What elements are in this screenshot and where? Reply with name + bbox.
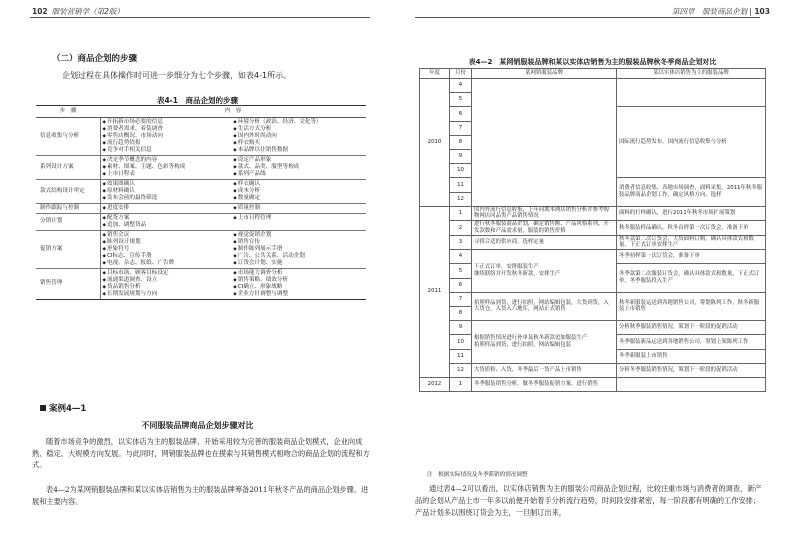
list-item: ◆ 形象符号: [103, 246, 234, 253]
online-brand-cell: 大货质检、入货、冬季最后一货产品上市销售: [472, 363, 617, 377]
table2-header-online: 某网销服装品牌: [472, 69, 617, 79]
month-cell: 8: [450, 135, 472, 149]
step-content: [100, 230, 366, 268]
table-row: [420, 221, 766, 236]
table1-caption: 表4-1 商品企划的步骤: [156, 96, 239, 105]
table-row: [420, 377, 766, 391]
table-row: [420, 206, 766, 221]
content-list: [103, 232, 234, 267]
retail-brand-cell: 冬季服装新品运送到各地销售公司，筹划上架陈列工作: [617, 335, 766, 349]
header-rule: [30, 17, 370, 18]
online-brand-cell: 下正式订单，安排服装生产 继续联络并开发秋冬新款，安排生产: [472, 250, 617, 293]
content-list: [103, 119, 234, 154]
month-cell: 4: [450, 250, 472, 264]
list-item: ◆ 视觉促销企划: [233, 232, 364, 239]
content-list: [233, 232, 364, 267]
page-number: 102: [32, 7, 48, 16]
step-name: 款式结构设计审定: [36, 179, 100, 203]
list-item: ◆ 销售会议: [103, 232, 234, 239]
table-row: [420, 321, 766, 335]
case-title: [40, 402, 86, 414]
table1-header-step: 步 骤: [36, 106, 100, 118]
table-row: [36, 213, 366, 230]
content-list: [233, 119, 364, 154]
list-item: ◆ 流通渠道调查、设立: [103, 277, 234, 284]
list-item: ◆ 环境分析（政治、经济、文化等）: [233, 119, 364, 126]
retail-brand-cell: 分析冬季服装销售情况，策划下一阶段的促销活动: [617, 363, 766, 377]
content-list: [233, 181, 364, 202]
retail-brand-cell: 秋冬新服装运送到各地销售公司，筹划陈列工作，秋冬新服装上市销售: [617, 292, 766, 320]
step-content: [100, 117, 366, 155]
month-cell: 1: [450, 377, 472, 391]
table-row: [420, 363, 766, 377]
online-brand-cell: 寻找合适的供应商，选样定量: [472, 235, 617, 250]
month-cell: 10: [450, 164, 472, 178]
retail-brand-cell: 面料的打样确认，进行2011年秋冬市场扩展策划: [617, 206, 766, 221]
list-item: ◆ 市场能力调查分析: [233, 270, 364, 277]
right-page-header: 第四章 服装商品企划 | 103: [672, 7, 770, 16]
list-item: ◆ 目标市场、顾客目标设定: [103, 270, 234, 277]
left-page-header: [32, 6, 124, 17]
case-subtitle: 不同服装品牌商品企划步骤对比: [141, 421, 254, 430]
retail-brand-cell: 冬季款第二次服装订货会，确认具体款式和数量，下正式订单，冬季服装投入生产: [617, 264, 766, 292]
case-title-text: 案例4—1: [49, 404, 87, 414]
list-item: ◆ 货品销售分析: [103, 284, 234, 291]
month-cell: 6: [450, 278, 472, 292]
list-item: ◆ 进度安排: [103, 205, 234, 212]
table-row: [36, 268, 366, 299]
list-item: ◆ 数量确定: [233, 195, 364, 202]
step-name: 系列设计方案: [36, 155, 100, 179]
year-cell: 2011: [420, 206, 450, 377]
list-item: ◆ 陈列设计规划: [103, 239, 234, 246]
content-list: [103, 270, 234, 298]
content-list: [233, 215, 364, 229]
list-item: ◆ 流行趋势情报: [103, 140, 234, 147]
list-item: ◆ 广告、公共关系、活动企划: [233, 253, 364, 260]
retail-brand-cell: 冬季初样第一次订货会，准备下单: [617, 250, 766, 264]
retail-brand-cell: 国际流行趋势发布，国内流行信息收集与分析: [617, 107, 766, 178]
list-item: ◆ 质量控制: [233, 205, 364, 212]
list-item: ◆ 开拓新市场必要的信息: [103, 119, 234, 126]
table1-header-content: 内 容: [100, 106, 366, 118]
table2-caption: 表4—2 某网销服装品牌和某以实体店销售为主的服装品牌秋冬季商品企划对比: [468, 58, 717, 66]
list-item: ◆ 效果图确认: [103, 181, 234, 188]
content-list: [103, 215, 234, 229]
retail-brand-cell: 消费者信息收集，各地市场调查，面料采集。2011年秋冬服装品牌商品企划工作，确定风格方向、选样: [617, 178, 766, 206]
month-cell: 6: [450, 107, 472, 121]
list-item: ◆ 电视、杂志、报纸、广告牌: [103, 260, 234, 267]
month-cell: 5: [450, 264, 472, 278]
table-row: [420, 235, 766, 250]
square-bullet-icon: [40, 405, 46, 411]
step-content: [100, 268, 366, 299]
book-title: 服装营销学（第2版）: [51, 7, 124, 16]
retail-brand-cell: 冬季新服装上市销售: [617, 349, 766, 363]
month-cell: 7: [450, 292, 472, 306]
table2-header-month: 月份: [450, 69, 472, 79]
online-brand-cell: 冬季服装销售分析，做冬季服装促销方案，进行销售: [472, 377, 617, 391]
list-item: ◆ 样衣购买: [233, 140, 364, 147]
retail-brand-cell: [617, 377, 766, 391]
retail-brand-cell: 秋冬服装样品确认，秋冬首样第一次订货会，准备下单: [617, 221, 766, 236]
list-item: ◆ 生活方式分析: [233, 126, 364, 133]
month-cell: 12: [450, 192, 472, 206]
list-item: ◆ 决定季节概念的内容: [103, 157, 234, 164]
step-content: [100, 155, 366, 179]
content-list: [233, 205, 364, 212]
list-item: ◆ 竞争对手相关信息: [103, 147, 234, 154]
paragraph: 随着市场竞争的激烈，以实体店为主的服装品牌，开始采用较为完善的服装商品企划模式，企业向成熟、稳定、大规模方向发展。与此同时，网销服装品牌也在摸索与其销售模式相吻合的商品企划的流程和方式。: [32, 437, 370, 470]
month-cell: 3: [450, 235, 472, 250]
list-item: ◆ 上市日程管理: [233, 215, 364, 222]
list-item: ◆ 订货会计划、实施: [233, 260, 364, 267]
list-item: ◆ 上市日程表: [103, 171, 234, 178]
content-list: [233, 157, 364, 178]
online-brand-cell: 国内外流行信息收集，上年同期本网店销售分析并参考购物网店同品类产品销售情况: [472, 206, 617, 221]
list-item: ◆ 款式、品类、服型等构成: [233, 164, 364, 171]
header-rule: [415, 17, 760, 18]
step-content: [100, 203, 366, 213]
page-number: 103: [754, 7, 770, 16]
table-row: [36, 155, 366, 179]
year-cell: 2010: [420, 79, 450, 207]
list-item: ◆ 系列产品线: [233, 171, 364, 178]
list-item: ◆ 企业方针调整与调整: [233, 291, 364, 298]
step-name: 分销计划: [36, 213, 100, 230]
month-cell: 11: [450, 178, 472, 192]
list-item: ◆ 国内外时尚动向: [233, 133, 364, 140]
month-cell: 7: [450, 121, 472, 135]
list-item: ◆ 本品牌以往销售数据: [233, 147, 364, 154]
chapter-title: 第四章 服装商品企划: [672, 7, 748, 16]
right-page: [395, 0, 790, 555]
list-item: ◆ 消费者需求、着装调查: [103, 126, 234, 133]
list-item: ◆ CI标志、宣传手册: [103, 253, 234, 260]
retail-brand-cell: 秋冬款第二次订货会，大货面料订购，确认具体款式和数量，下正式订单安排生产: [617, 235, 766, 250]
table-row: [36, 230, 366, 268]
table-row: [36, 203, 366, 213]
month-cell: 4: [450, 79, 472, 93]
list-item: ◆ 制作陈列展示手册: [233, 246, 364, 253]
online-brand-cell: 进行秋冬服装商品企划，确定销售额、产品风格系列、开发款数和产品需求量，服装的销售价格: [472, 221, 617, 236]
table2-header-retail: 某以实体店销售为主的服装品牌: [617, 69, 766, 79]
month-cell: 5: [450, 93, 472, 107]
list-item: ◆ 销售宣传: [233, 239, 364, 246]
intro-text: 企划过程在具体操作时可进一步细分为七个步骤，如表4-1所示。: [62, 71, 292, 80]
step-name: 制作跟踪与控制: [36, 203, 100, 213]
table-row: [420, 292, 766, 306]
month-cell: 11: [450, 349, 472, 363]
year-cell: 2012: [420, 377, 450, 391]
table2-header-year: 年度: [420, 69, 450, 79]
list-item: ◆ 原材料确认: [103, 188, 234, 195]
table-note: 注 根据实际情况及冬季滞销的情况调整: [427, 472, 528, 478]
month-cell: 2: [450, 221, 472, 236]
content-list: [103, 157, 234, 178]
list-item: ◆ 样衣确认: [233, 181, 364, 188]
list-item: ◆ 成本分析: [233, 188, 364, 195]
month-cell: 8: [450, 306, 472, 320]
retail-brand-cell: 分析秋季服装销售情况，策划下一阶段的促销活动: [617, 321, 766, 335]
content-list: [233, 270, 364, 298]
list-item: ◆ 零售店概况、市场动向: [103, 133, 234, 140]
step-name: 信息收集与分析: [36, 117, 100, 155]
table-row: [36, 179, 366, 203]
month-cell: 10: [450, 335, 472, 349]
month-cell: 9: [450, 149, 472, 163]
content-list: [103, 181, 234, 202]
online-brand-cell: 拍照样品到货，进行拍照，网站编辑包装，大货到货，入大货仓，入货入六地库，网站正式销售: [472, 292, 617, 320]
list-item: ◆ 设定产品形象: [233, 157, 364, 164]
table-row: [36, 117, 366, 155]
list-item: ◆ 素材、图案、主题、色彩等构成: [103, 164, 234, 171]
month-cell: 9: [450, 321, 472, 335]
step-content: [100, 213, 366, 230]
table-row: [420, 79, 766, 93]
list-item: ◆ CI确立、形象战略: [233, 284, 364, 291]
section-title: （二）商品企划的步骤: [52, 54, 138, 64]
step-name: 促销方案: [36, 230, 100, 268]
content-list: [103, 205, 234, 212]
retail-brand-cell: [617, 79, 766, 107]
planning-steps-table: [36, 105, 366, 300]
list-item: ◆ 长期发展规划与方向: [103, 291, 234, 298]
table-row: [420, 250, 766, 264]
list-item: ◆ 追加、调整货品: [103, 222, 234, 229]
month-cell: 12: [450, 363, 472, 377]
comparison-table: [419, 68, 766, 392]
paragraph: 表4—2为某网销服装品牌和某以实体店销售为主的服装品牌筹备2011年秋冬产品的商品企划步骤、进展和主要内容。: [32, 485, 369, 506]
step-content: [100, 179, 366, 203]
paragraph: 通过表4—2可以看出，以实体店销售为主的服装公司商品企划过程，比较注重市场与消费者的调查，新产品的企划从产品上市一年多以前便开始着手分析流行趋势，时间段安排紧密，每一阶段都有明确的工作安排；产品计划多以围绕订货会为主，一旦制订出来，: [415, 484, 762, 517]
online-brand-cell: 根据销售情况进行补单及秋冬新款追加服装生产 拍照样品到货，进行拍照，网站编辑包装: [472, 321, 617, 364]
list-item: ◆ 销售策略、绩效分析: [233, 277, 364, 284]
list-item: ◆ 配货方案: [103, 215, 234, 222]
step-name: 销售管理: [36, 268, 100, 299]
list-item: ◆ 发布会前的最终筛选: [103, 195, 234, 202]
online-brand-cell: [472, 79, 617, 207]
month-cell: 1: [450, 206, 472, 221]
